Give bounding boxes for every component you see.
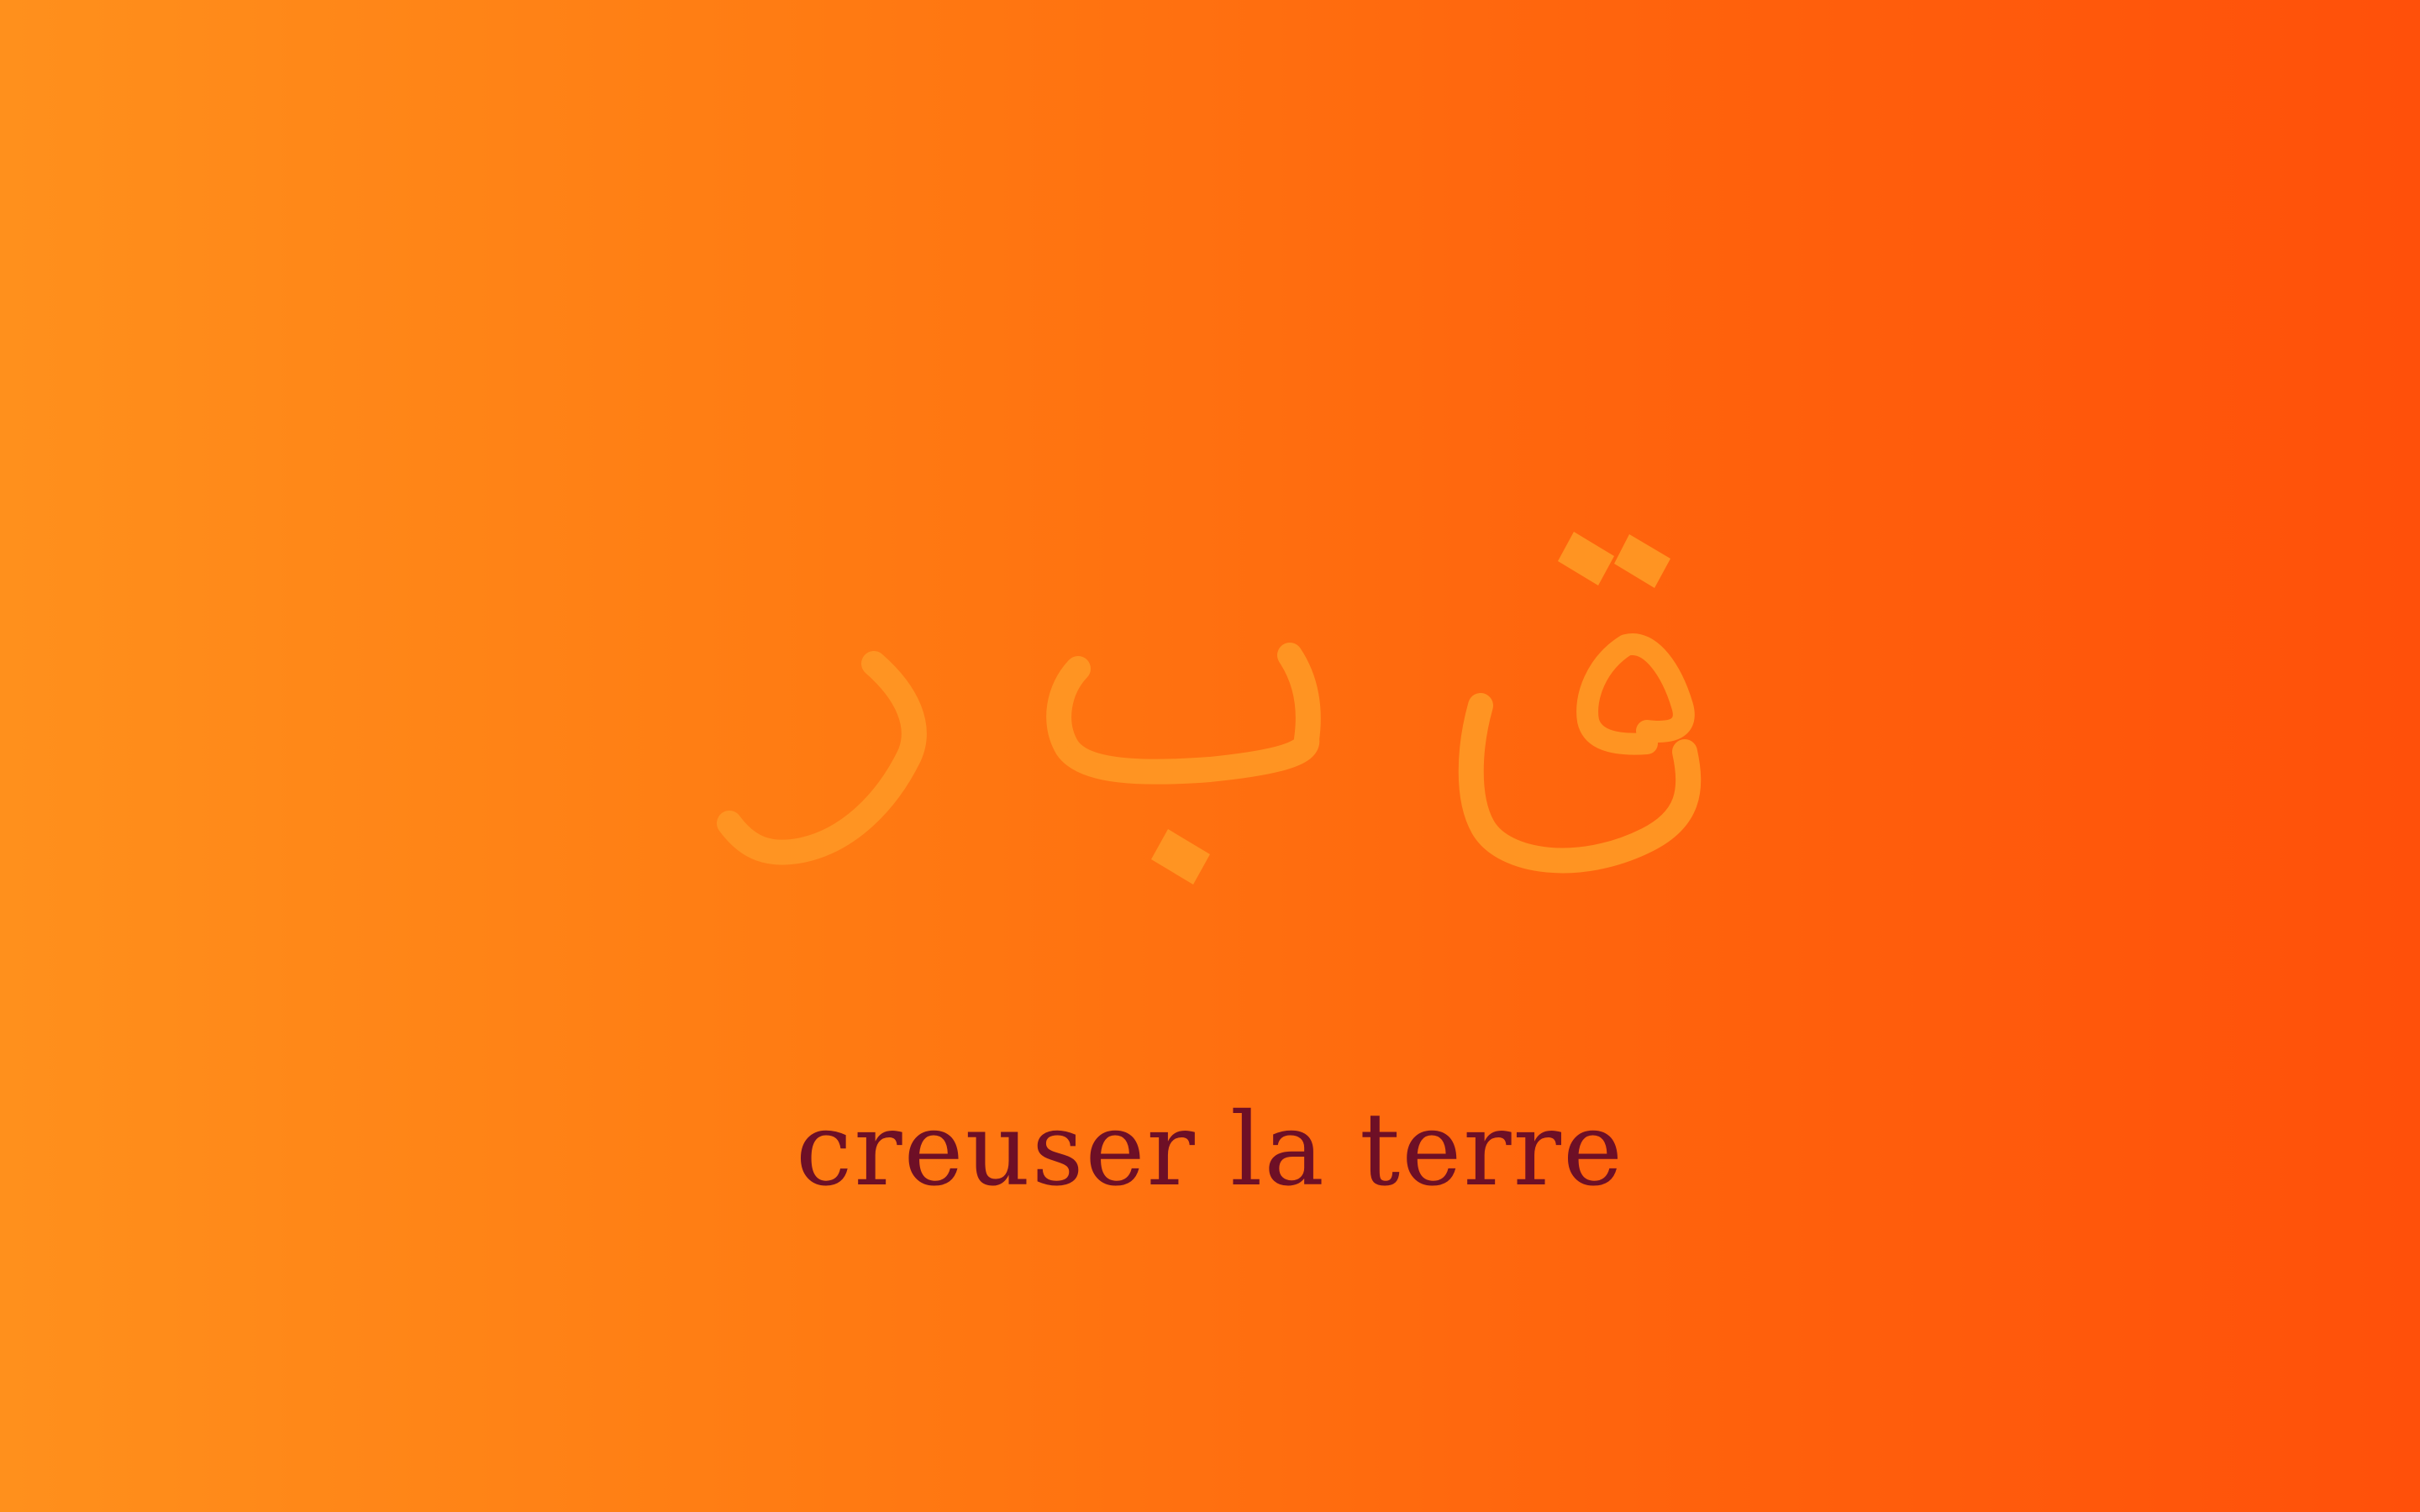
- root-letter-ba: [1059, 655, 1308, 885]
- ba-body: [1059, 655, 1308, 772]
- qaf-dot-right: [1614, 534, 1670, 588]
- root-letter-qaf: [1471, 532, 1688, 860]
- root-meaning: creuser la terre: [795, 1092, 1625, 1209]
- ra-body: [729, 664, 914, 853]
- qaf-head: [1587, 644, 1684, 744]
- ba-dot: [1151, 829, 1210, 885]
- qaf-dot-left: [1558, 532, 1614, 585]
- root-letter-ra: [729, 664, 914, 853]
